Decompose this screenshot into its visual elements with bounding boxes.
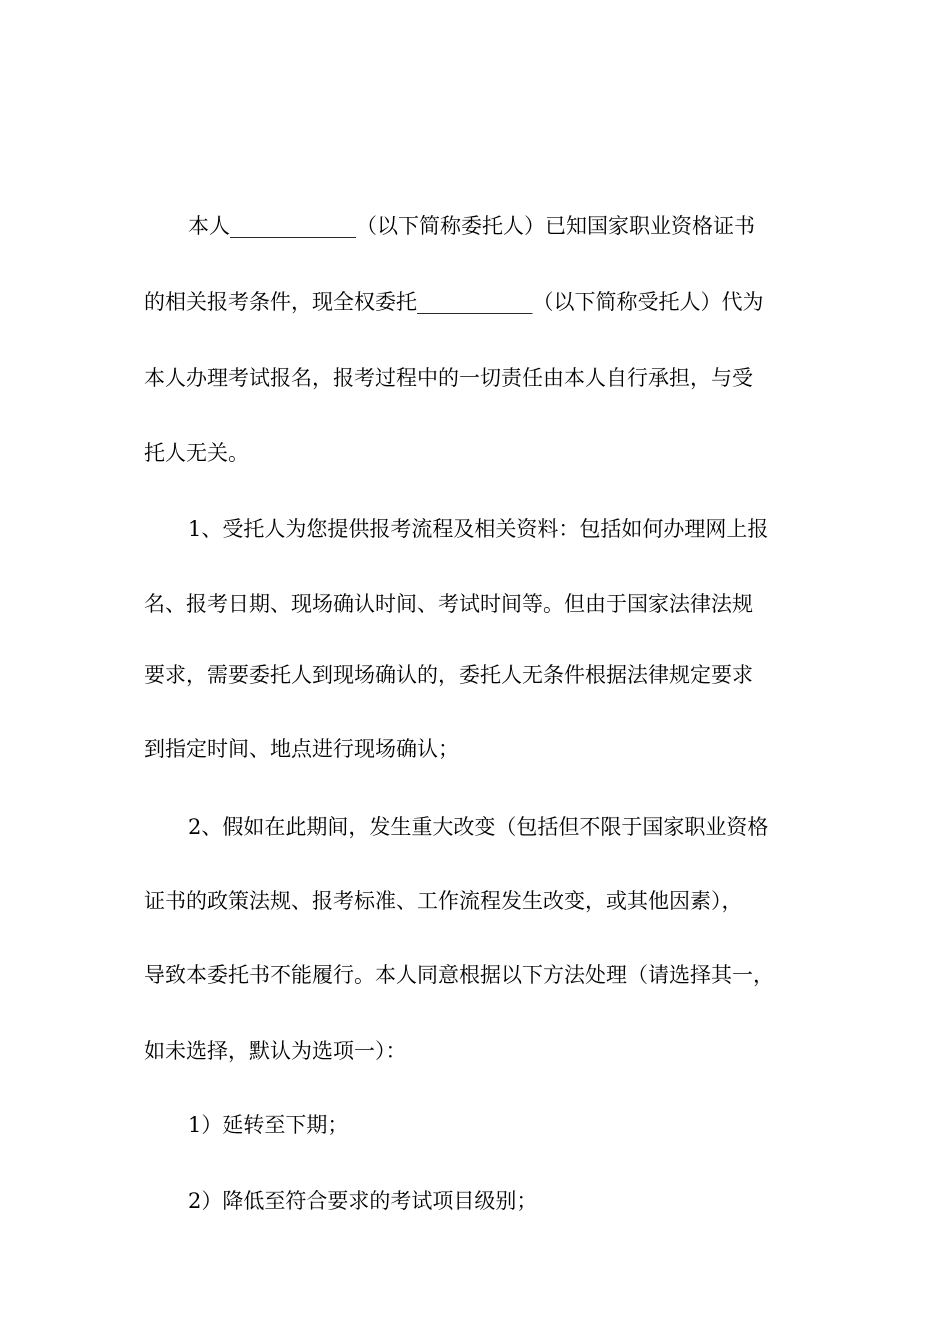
option-1: 1）延转至下期； <box>188 1113 349 1137</box>
clause-1-line-4: 到指定时间、地点进行现场确认； <box>144 737 459 761</box>
clause-2-line-3: 导致本委托书不能履行。本人同意根据以下方法处理（请选择其一， <box>144 963 774 987</box>
paragraph-1-line-2: 的相关报考条件，现全权委托___________（以下简称受托人）代为 <box>144 290 764 314</box>
paragraph-1-line-4: 托人无关。 <box>144 441 249 465</box>
clause-2-line-1: 2、假如在此期间，发生重大改变（包括但不限于国家职业资格 <box>188 815 769 839</box>
clause-1-line-3: 要求，需要委托人到现场确认的，委托人无条件根据法律规定要求 <box>144 663 753 687</box>
paragraph-1-line-1: 本人____________（以下简称委托人）已知国家职业资格证书 <box>188 214 755 238</box>
option-2: 2）降低至符合要求的考试项目级别； <box>188 1189 538 1213</box>
clause-2-line-4: 如未选择，默认为选项一）： <box>144 1039 407 1063</box>
clause-1-line-2: 名、报考日期、现场确认时间、考试时间等。但由于国家法律法规 <box>144 592 753 616</box>
paragraph-1-line-3: 本人办理考试报名，报考过程中的一切责任由本人自行承担，与受 <box>144 366 753 390</box>
clause-1-line-1: 1、受托人为您提供报考流程及相关资料：包括如何办理网上报 <box>188 517 769 541</box>
clause-2-line-2: 证书的政策法规、报考标准、工作流程发生改变，或其他因素）， <box>144 889 743 913</box>
